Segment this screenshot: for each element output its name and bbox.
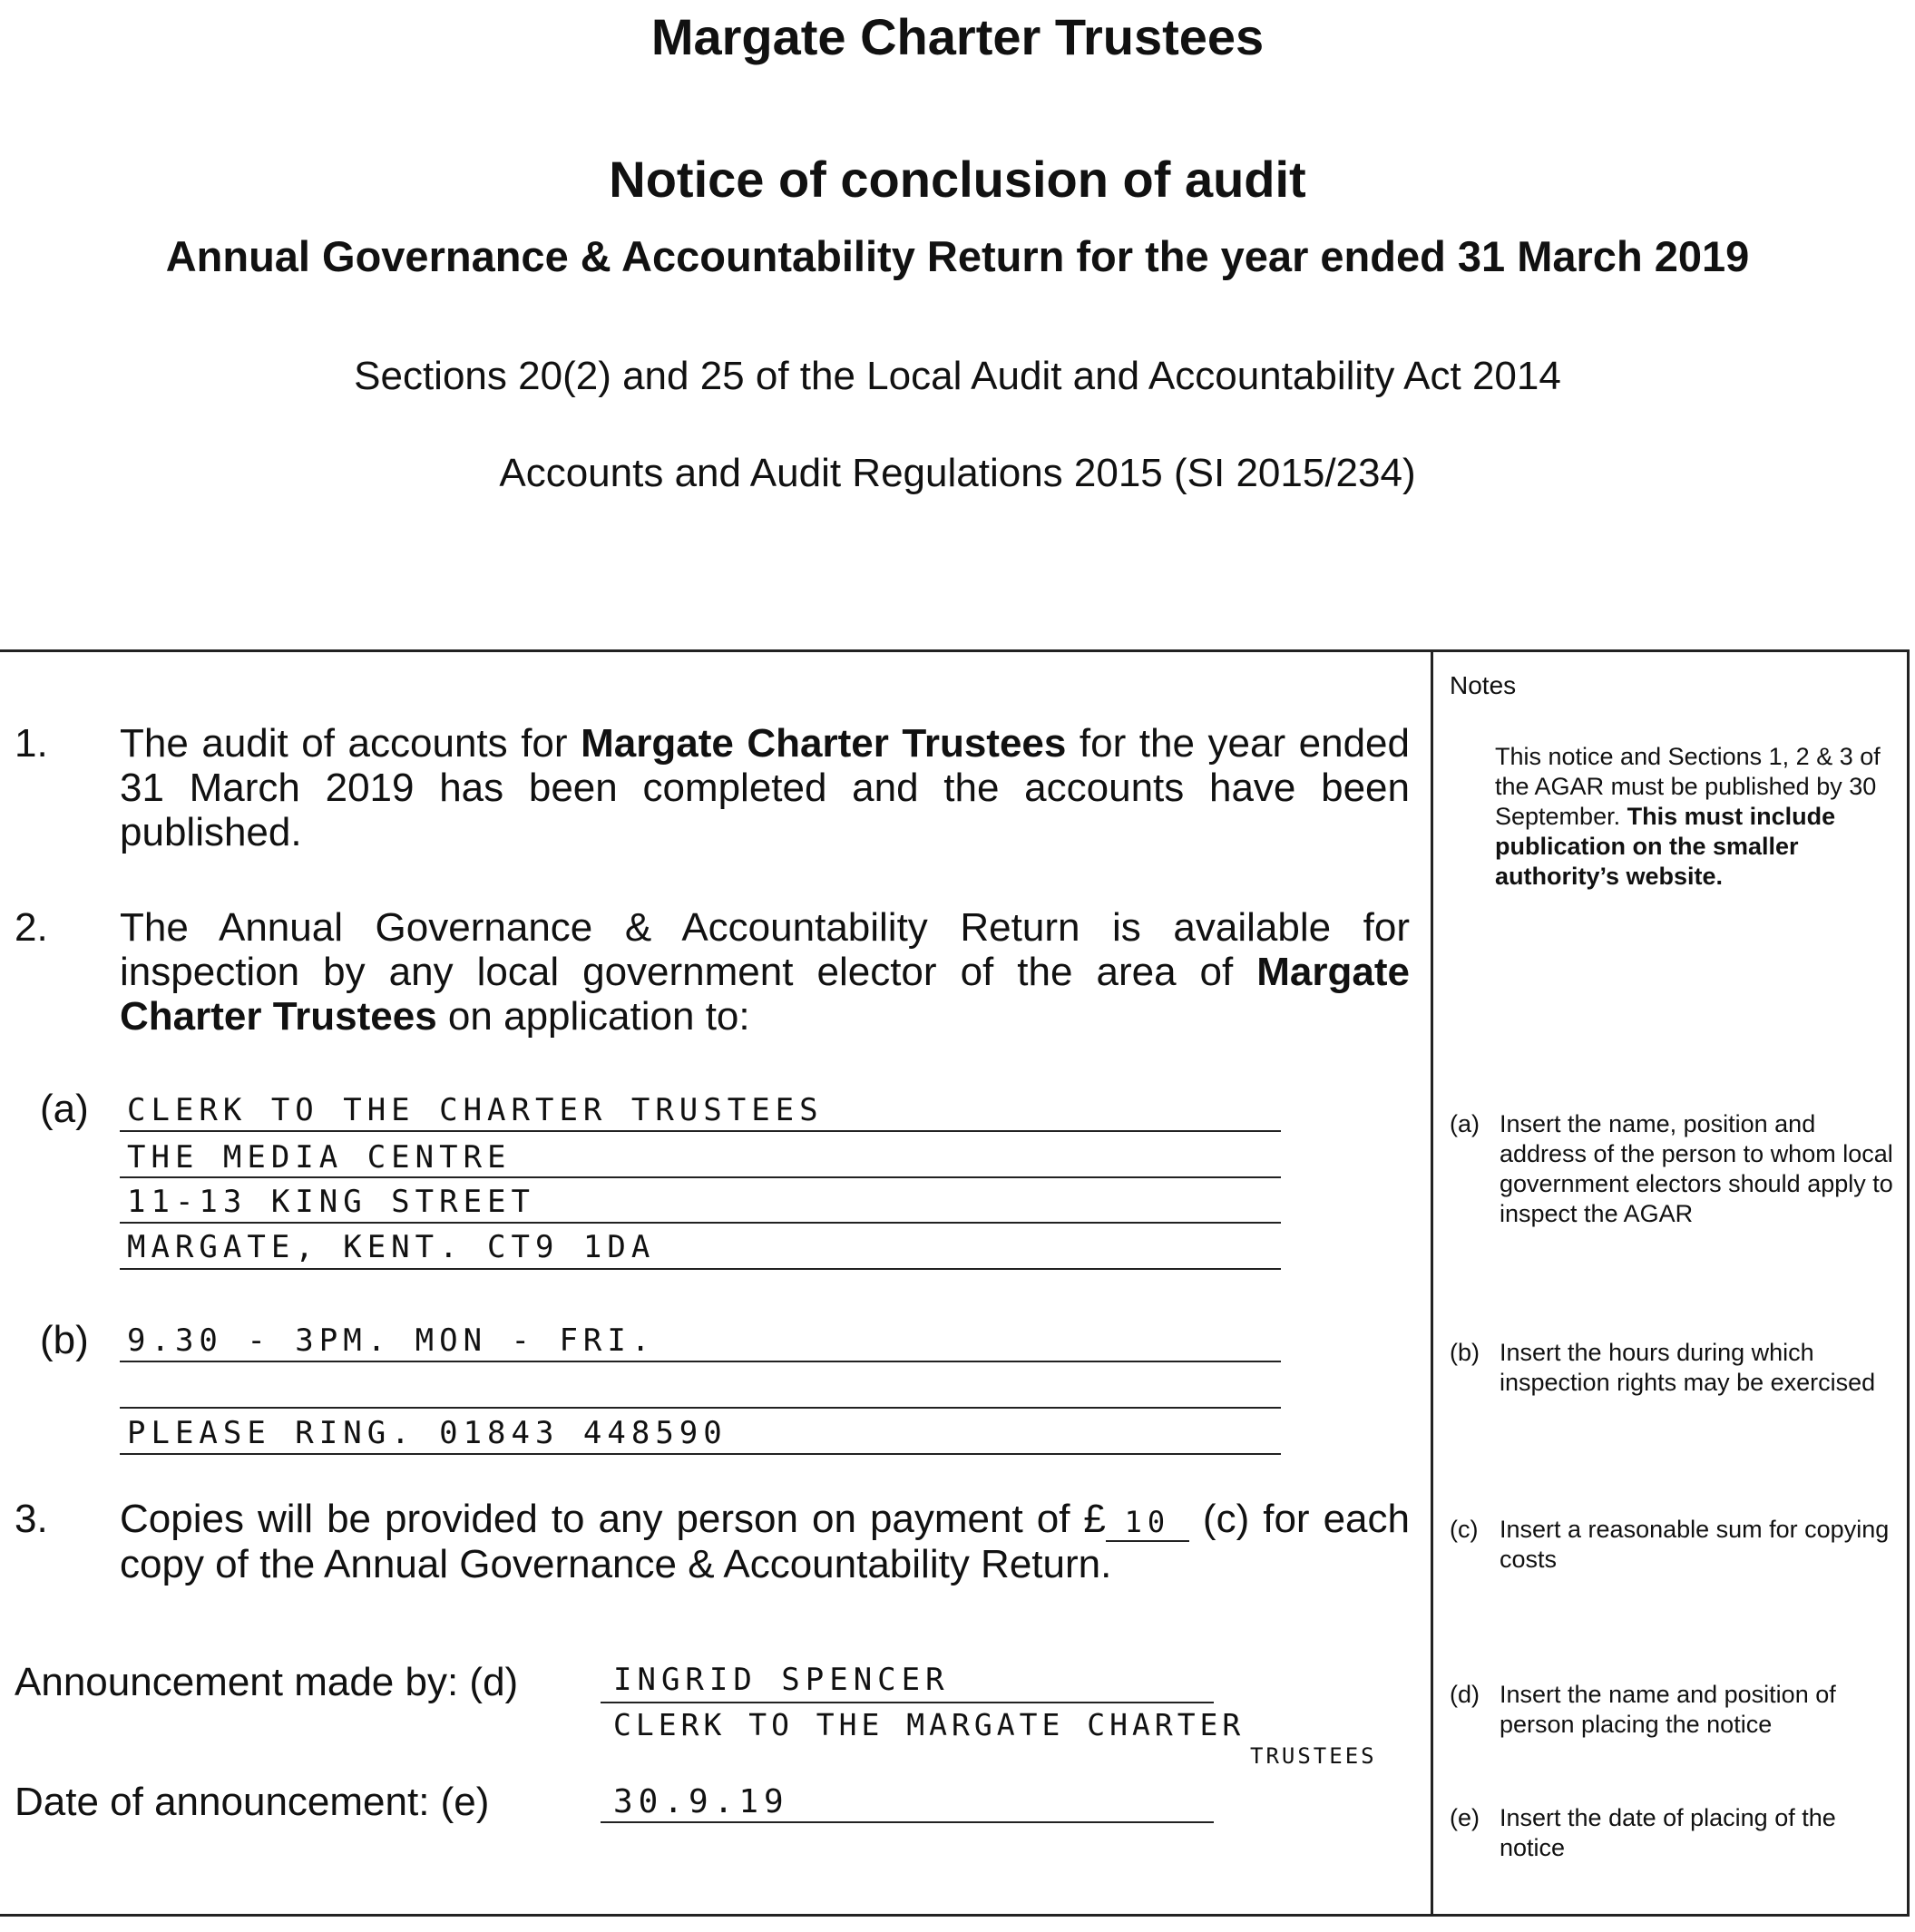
authority-name: Margate Charter Trustees xyxy=(120,950,1410,1039)
notice-heading: Notice of conclusion of audit xyxy=(609,151,1306,208)
announcer-position-cont: TRUSTEES xyxy=(1250,1743,1377,1769)
regulations-reference: Accounts and Audit Regulations 2015 (SI 2015/234) xyxy=(499,451,1416,495)
note-b: (b) Insert the hours during which inspection rights may be exercised xyxy=(1450,1339,1876,1396)
date-label: Date of announcement: (e) xyxy=(15,1780,490,1824)
note-publication: This notice and Sections 1, 2 & 3 of the AGAR must be published by 30 September. This must include publication on the smaller authority’s website. xyxy=(1495,743,1881,890)
note-c: (c) Insert a reasonable sum for copying costs xyxy=(1450,1516,1890,1573)
item-3-number: 3. xyxy=(15,1497,48,1541)
item-3-text: Copies will be provided to any person on payment of £ 10 (c) for each copy of the Annual Governance & Accountability Return. xyxy=(120,1497,1410,1586)
note-e: (e) Insert the date of placing of the notice xyxy=(1450,1804,1836,1861)
field-a-rule-2 xyxy=(120,1176,1281,1178)
field-a-label: (a) xyxy=(40,1087,89,1131)
field-a-line-3: 11-13 KING STREET xyxy=(127,1184,535,1220)
act-reference: Sections 20(2) and 25 of the Local Audit and Accountability Act 2014 xyxy=(354,354,1561,398)
date-rule xyxy=(601,1821,1214,1823)
field-b-rule-1 xyxy=(120,1361,1281,1362)
note-a: (a) Insert the name, position and address of the person to whom local government electors should apply to inspect the AGAR xyxy=(1450,1110,1893,1227)
item-1-text: The audit of accounts for Margate Charter Trustees for the year ended 31 March 2019 has been completed and the accounts have been published. xyxy=(120,721,1410,854)
field-a-rule-4 xyxy=(120,1268,1281,1270)
authority-name: Margate Charter Trustees xyxy=(581,721,1067,766)
announcer-name: INGRID SPENCER xyxy=(613,1662,950,1698)
field-b-label: (b) xyxy=(40,1318,89,1362)
field-b-line-1: 9.30 - 3PM. MON - FRI. xyxy=(127,1322,656,1359)
notes-heading: Notes xyxy=(1450,671,1517,699)
item-2-number: 2. xyxy=(15,905,48,950)
copy-fee-value: 10 xyxy=(1106,1504,1189,1542)
announcer-rule xyxy=(601,1702,1214,1703)
item-1-number: 1. xyxy=(15,721,48,766)
notes-divider xyxy=(1431,649,1433,1917)
announcer-position: CLERK TO THE MARGATE CHARTER xyxy=(613,1707,1246,1742)
field-a-line-1: CLERK TO THE CHARTER TRUSTEES xyxy=(127,1092,824,1128)
field-a-line-4: MARGATE, KENT. CT9 1DA xyxy=(127,1229,656,1265)
field-a-line-2: THE MEDIA CENTRE xyxy=(127,1139,512,1176)
field-b-rule-3 xyxy=(120,1453,1281,1455)
announcement-label: Announcement made by: (d) xyxy=(15,1660,519,1704)
item-2-text: The Annual Governance & Accountability Return is available for inspection by any local government elector of the area of Margate Charter Trustees on application to: xyxy=(120,905,1410,1039)
document-title: Margate Charter Trustees xyxy=(650,8,1265,65)
return-heading: Annual Governance & Accountability Return for the year ended 31 March 2019 xyxy=(165,232,1750,280)
note-d: (d) Insert the name and position of person placing the notice xyxy=(1450,1681,1836,1738)
field-a-rule-1 xyxy=(120,1130,1281,1132)
field-b-line-3: PLEASE RING. 01843 448590 xyxy=(127,1415,728,1451)
announcement-date: 30.9.19 xyxy=(613,1783,789,1820)
field-b-rule-2 xyxy=(120,1407,1281,1409)
field-a-rule-3 xyxy=(120,1222,1281,1224)
